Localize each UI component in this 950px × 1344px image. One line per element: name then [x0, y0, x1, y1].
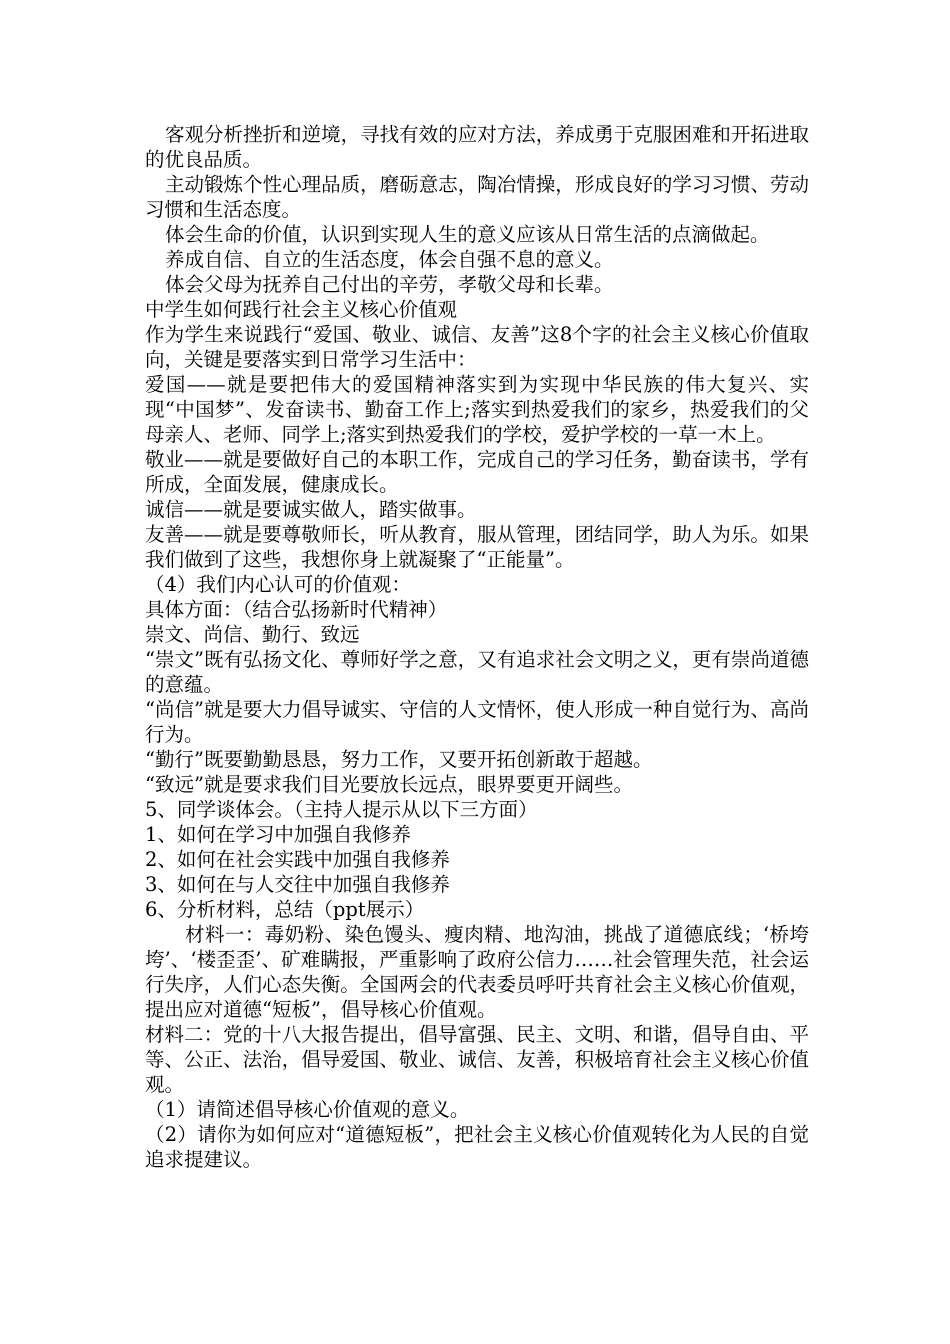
paragraph: 崇文、尚信、勤行、致远: [145, 623, 360, 646]
paragraph: 友善——就是要尊敬师长，听从教育，服从管理，团结同学，助人为乐。如果我们做到了这些，我想你身上就凝聚了“正能量”。: [145, 523, 809, 571]
section-heading: 5、同学谈体会。（主持人提示从以下三方面）: [145, 798, 538, 821]
question-item: （1）请简述倡导核心价值观的意义。: [145, 1098, 470, 1121]
paragraph: “崇文”既有弘扬文化、尊师好学之意，又有追求社会文明之义，更有崇尚道德的意蕴。: [145, 648, 809, 696]
list-item: 1、如何在学习中加强自我修养: [145, 823, 411, 846]
list-item: 3、如何在与人交往中加强自我修养: [145, 873, 450, 896]
question-item: （2）请你为如何应对“道德短板”，把社会主义核心价值观转化为人民的自觉追求提建议。: [145, 1123, 809, 1171]
paragraph: 材料一：毒奶粉、染色馒头、瘦肉精、地沟油，挑战了道德底线；‘桥垮垮’、‘楼歪歪’、矿难瞒报，严重影响了政府公信力……社会管理失范，社会运行失序，人们心态失衡。全国两会的代表委员呼吁共育社会主义核心价值观，提出应对道德“短板”，倡导核心价值观。: [145, 923, 809, 1021]
paragraph: 体会父母为抚养自己付出的辛劳，孝敬父母和长辈。: [165, 273, 614, 296]
paragraph: 客观分析挫折和逆境，寻找有效的应对方法，养成勇于克服困难和开拓进取的优良品质。: [145, 123, 809, 171]
paragraph: 敬业——就是要做好自己的本职工作，完成自己的学习任务，勤奋读书，学有所成，全面发展，健康成长。: [145, 448, 809, 496]
section-heading: 中学生如何践行社会主义核心价值观: [145, 298, 458, 321]
paragraph: 具体方面：（结合弘扬新时代精神）: [145, 598, 448, 621]
paragraph: 养成自信、自立的生活态度，体会自强不息的意义。: [165, 248, 614, 271]
list-item: 2、如何在社会实践中加强自我修养: [145, 848, 450, 871]
paragraph: “勤行”既要勤勤恳恳，努力工作，又要开拓创新敢于超越。: [145, 748, 653, 771]
document-page: [145, 122, 809, 1172]
section-heading: 6、分析材料，总结（ppt展示）: [145, 898, 425, 921]
paragraph: “致远”就是要求我们目光要放长远点，眼界要更开阔些。: [145, 773, 633, 796]
paragraph: 体会生命的价值，认识到实现人生的意义应该从日常生活的点滴做起。: [165, 223, 770, 246]
paragraph: 主动锻炼个性心理品质，磨砺意志，陶冶情操，形成良好的学习习惯、劳动习惯和生活态度。: [145, 173, 809, 221]
paragraph: 作为学生来说践行“爱国、敬业、诚信、友善”这8个字的社会主义核心价值取向，关键是要落实到日常学习生活中：: [145, 323, 809, 371]
paragraph: 材料二：党的十八大报告提出，倡导富强、民主、文明、和谐，倡导自由、平等、公正、法治，倡导爱国、敬业、诚信、友善，积极培育社会主义核心价值观。: [145, 1023, 809, 1096]
section-heading: （4）我们内心认可的价值观：: [145, 573, 411, 596]
paragraph: “尚信”就是要大力倡导诚实、守信的人文情怀，使人形成一种自觉行为、高尚行为。: [145, 698, 809, 746]
paragraph: 诚信——就是要诚实做人，踏实做事。: [145, 498, 477, 521]
paragraph: 爱国——就是要把伟大的爱国精神落实到为实现中华民族的伟大复兴、实现“中国梦”、发奋读书、勤奋工作上;落实到热爱我们的家乡，热爱我们的父母亲人、老师、同学上;落实到热爱我们的学校，爱护学校的一草一木上。: [145, 373, 809, 446]
